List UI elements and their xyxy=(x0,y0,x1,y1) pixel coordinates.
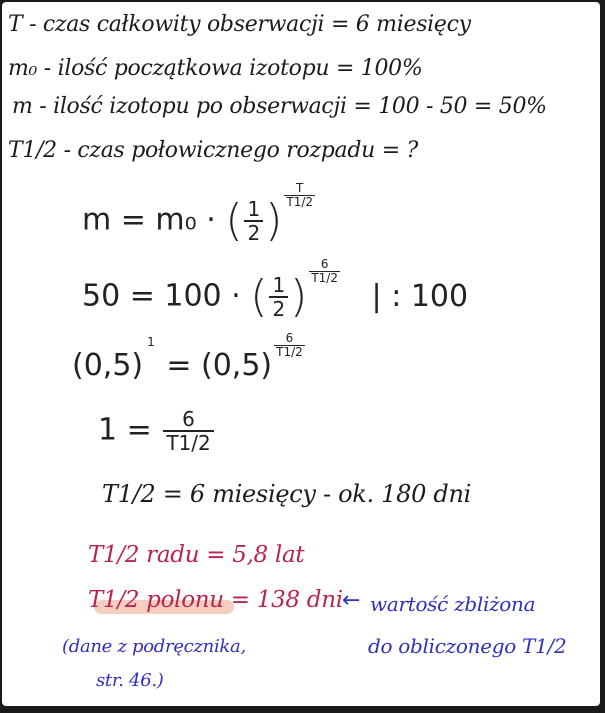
definition-initial-amount: m₀ - ilość początkowa izotopu = 100% xyxy=(8,56,423,81)
eq1-base-fraction xyxy=(244,198,263,244)
eq2-exp-num: 6 xyxy=(320,257,329,271)
eq2-exp-den: T1/2 xyxy=(311,271,338,285)
eq2-left: 50 = 100 · xyxy=(82,278,241,314)
note-polonium-half-life: T1/2 polonu = 138 dni xyxy=(88,587,343,613)
eq1-exponent xyxy=(284,182,315,209)
eq3-mid: = (0,5) xyxy=(166,348,273,383)
equation-result: T1/2 = 6 miesięcy - ok. 180 dni xyxy=(102,480,471,508)
eq3-left-exp: 1 xyxy=(147,335,155,349)
definition-total-time: T - czas całkowity obserwacji = 6 miesięcy xyxy=(8,12,471,37)
eq1-base-den: 2 xyxy=(247,221,261,245)
right-paren-icon: ) xyxy=(265,195,283,246)
note-page xyxy=(2,2,600,706)
eq3-exponent xyxy=(274,332,305,359)
eq1-exp-num: T xyxy=(296,181,304,195)
source-page: str. 46.) xyxy=(96,670,164,691)
eq2-base-den: 2 xyxy=(272,297,286,321)
right-paren-icon: ) xyxy=(290,271,308,322)
equation-powers xyxy=(72,331,305,383)
arrow-left-icon: ← xyxy=(342,588,361,613)
eq2-base-num: 1 xyxy=(272,273,286,297)
eq4-num: 6 xyxy=(182,407,195,431)
equation-substituted xyxy=(82,257,469,322)
eq3-left: (0,5) xyxy=(72,348,144,383)
left-paren-icon: ( xyxy=(225,195,243,246)
eq1-exp-den: T1/2 xyxy=(286,195,314,209)
eq1-base-num: 1 xyxy=(247,197,261,221)
eq4-den: T1/2 xyxy=(166,431,211,455)
definition-half-life: T1/2 - czas połowicznego rozpadu = ? xyxy=(8,138,419,163)
eq2-divide-note: | : 100 xyxy=(371,278,469,314)
equation-decay-formula xyxy=(82,181,315,246)
source-textbook: (dane z podręcznika, xyxy=(62,636,246,657)
eq3-exp-num: 6 xyxy=(285,331,294,345)
annotation-computed: do obliczonego T1/2 xyxy=(368,634,567,658)
definition-final-amount: m - ilość izotopu po obserwacji = 100 - 50 = 50% xyxy=(12,94,547,119)
eq4-left: 1 = xyxy=(98,412,152,448)
equation-exponent-equality xyxy=(98,408,216,454)
eq4-fraction xyxy=(163,408,213,454)
left-paren-icon: ( xyxy=(250,271,268,322)
eq1-left: m = m₀ · xyxy=(82,202,216,238)
note-radon-half-life: T1/2 radu = 5,8 lat xyxy=(88,542,305,568)
eq3-exp-den: T1/2 xyxy=(276,345,303,359)
annotation-close-value: wartość zbliżona xyxy=(370,592,536,616)
eq2-exponent xyxy=(309,258,340,285)
eq2-base-fraction xyxy=(269,274,288,320)
eq3-left-exponent xyxy=(145,336,157,349)
